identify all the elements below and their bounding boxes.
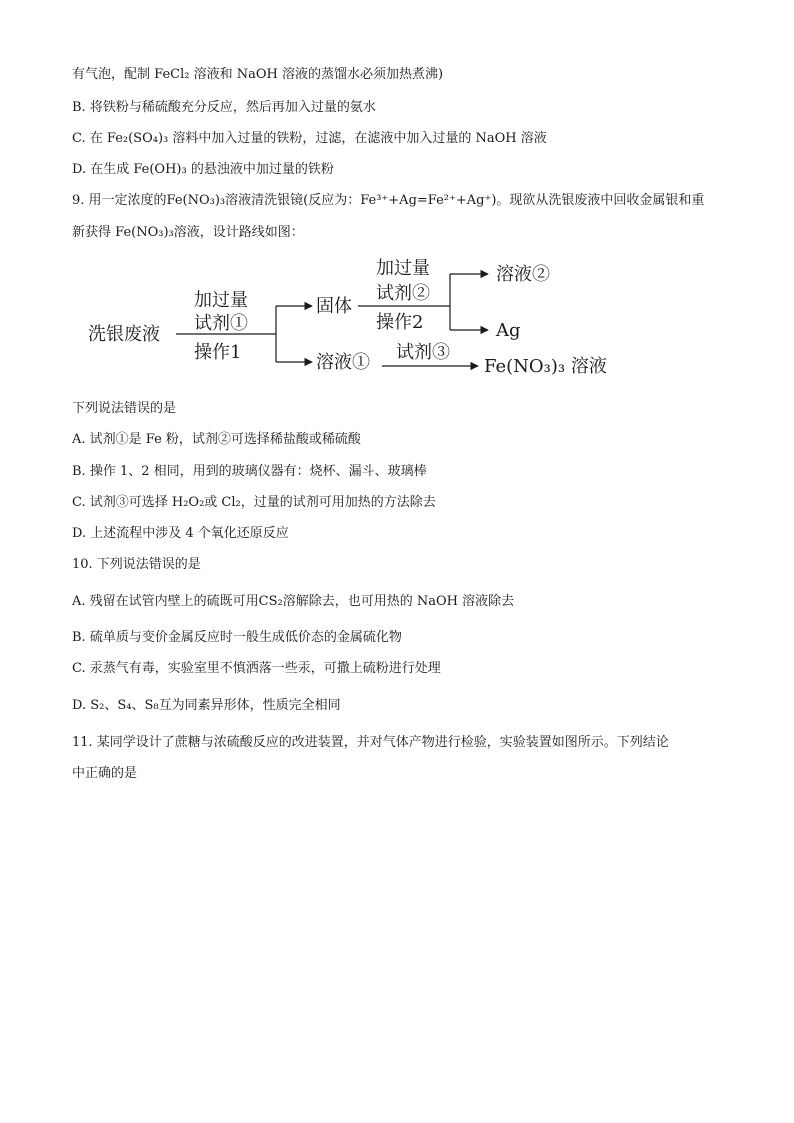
q9-stem-line1: 9. 用一定浓度的Fe(NO₃)₃溶液清洗银镜(反应为：Fe³⁺+Ag=Fe²⁺+Ag⁺)。现欲从洗银废液中回收金属银和重	[72, 193, 705, 208]
q8-option-b: B. 将铁粉与稀硫酸充分反应，然后再加入过量的氨水	[72, 100, 376, 115]
q9-option-d: D. 上述流程中涉及 4 个氧化还原反应	[72, 526, 289, 541]
q9-option-a: A. 试剂①是 Fe 粉，试剂②可选择稀盐酸或稀硫酸	[72, 432, 361, 447]
q9-flow-diagram	[86, 254, 626, 384]
q11-stem-line2: 中正确的是	[72, 766, 138, 781]
q9-question: 下列说法错误的是	[72, 401, 177, 416]
flow-product-label: Fe(NO₃)₃ 溶液	[484, 356, 607, 377]
q8-option-d: D. 在生成 Fe(OH)₃ 的悬浊液中加过量的铁粉	[72, 162, 334, 177]
q8-option-c: C. 在 Fe₂(SO₄)₃ 溶料中加入过量的铁粉，过滤，在滤液中加入过量的 NaOH 溶液	[72, 131, 547, 146]
q10-option-a: A. 残留在试管内壁上的硫既可用CS₂溶解除去，也可用热的 NaOH 溶液除去	[72, 594, 515, 609]
flow-solution2-label: 溶液②	[496, 264, 550, 285]
flow-step2-reagent-a: 加过量	[376, 258, 430, 279]
flow-step2-reagent-b: 试剂②	[376, 283, 430, 304]
q10-option-b: B. 硫单质与变价金属反应时一般生成低价态的金属硫化物	[72, 630, 402, 645]
q10-stem: 10. 下列说法错误的是	[72, 557, 201, 572]
flow-solution1-label: 溶液①	[316, 352, 370, 373]
q8-intro-tail: 有气泡，配制 FeCl₂ 溶液和 NaOH 溶液的蒸馏水必须加热煮沸)	[72, 67, 444, 82]
flow-ag-label: Ag	[496, 320, 521, 341]
q11-stem-line1: 11. 某同学设计了蔗糖与浓硫酸反应的改进装置，并对气体产物进行检验，实验装置如图所示。下列结论	[72, 735, 669, 750]
q10-option-c: C. 汞蒸气有毒，实验室里不慎洒落一些汞，可撒上硫粉进行处理	[72, 661, 441, 676]
q9-stem-line2: 新获得 Fe(NO₃)₃溶液，设计路线如图：	[72, 225, 304, 240]
flow-start-label: 洗银废液	[88, 324, 160, 345]
flow-reagent3-label: 试剂③	[396, 342, 450, 363]
q9-option-c: C. 试剂③可选择 H₂O₂或 Cl₂，过量的试剂可用加热的方法除去	[72, 495, 436, 510]
flow-solid-label: 固体	[316, 296, 352, 317]
flow-step1-reagent-b: 试剂①	[194, 313, 248, 334]
flow-step2-op: 操作2	[376, 312, 424, 333]
flow-step1-reagent-a: 加过量	[194, 290, 248, 311]
flow-step1-op: 操作1	[194, 342, 242, 363]
q9-option-b: B. 操作 1、2 相同，用到的玻璃仪器有：烧杯、漏斗、玻璃棒	[72, 464, 427, 479]
q10-option-d: D. S₂、S₄、S₈互为同素异形体，性质完全相同	[72, 698, 341, 713]
